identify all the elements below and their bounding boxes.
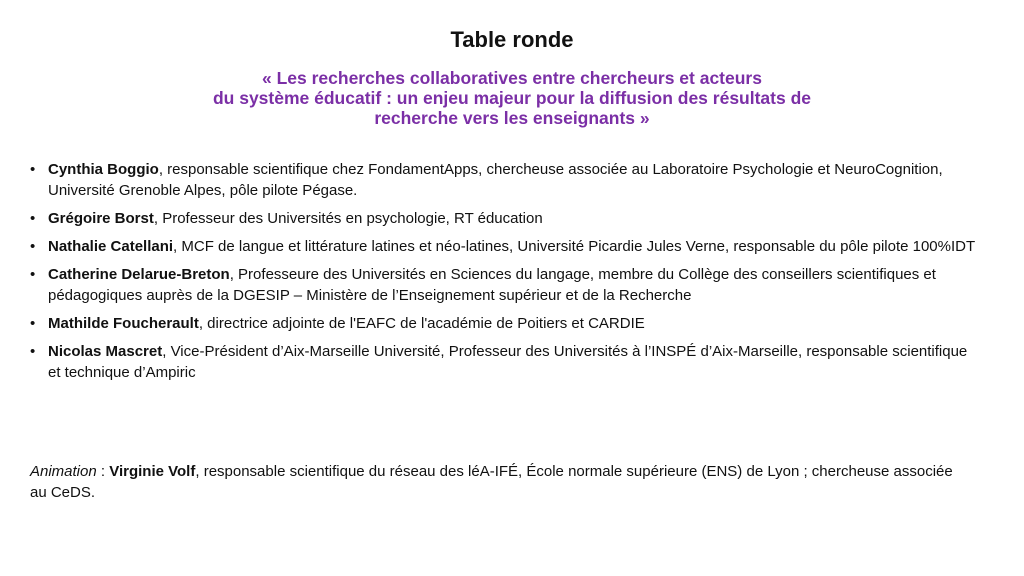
participant-name: Mathilde Foucherault <box>48 315 199 332</box>
page-title: Table ronde <box>450 27 574 52</box>
subtitle <box>160 68 864 128</box>
moderator-paragraph <box>30 461 970 503</box>
moderator-separator: : <box>96 463 110 480</box>
participant-description: , Vice-Président d’Aix-Marseille Université, Professeur des Universités à l’INSPÉ d’Aix-Marseille, responsable scientifique et technique d’Ampiric <box>48 343 968 381</box>
participant-item <box>30 341 980 383</box>
moderator-name: Virginie Volf <box>109 463 196 480</box>
participant-description: , directrice adjointe de l'EAFC de l'académie de Poitiers et CARDIE <box>198 315 645 332</box>
bullet-icon: • <box>30 161 36 178</box>
subtitle-line: « Les recherches collaboratives entre chercheurs et acteurs <box>262 68 762 88</box>
participant-name: Nicolas Mascret <box>48 343 163 360</box>
moderator-description: , responsable scientifique du réseau des léA-IFÉ, École normale supérieure (ENS) de Lyon ; chercheuse associée au CeDS. <box>30 463 953 501</box>
participant-description: , MCF de langue et littérature latines et néo-latines, Université Picardie Jules Verne, responsable du pôle pilote 100%IDT <box>173 238 976 255</box>
participant-item <box>30 159 980 201</box>
subtitle-line: du système éducatif : un enjeu majeur pour la diffusion des résultats de <box>212 88 812 108</box>
participant-description: , Professeur des Universités en psychologie, RT éducation <box>153 210 543 227</box>
participant-item <box>30 236 980 257</box>
moderator-label: Animation <box>30 463 97 480</box>
participant-name: Nathalie Catellani <box>48 238 174 255</box>
participant-list <box>30 159 980 390</box>
bullet-icon: • <box>30 266 36 283</box>
participant-item <box>30 264 980 306</box>
participant-name: Catherine Delarue-Breton <box>48 266 230 283</box>
bullet-icon: • <box>30 315 36 332</box>
participant-item <box>30 313 980 334</box>
bullet-icon: • <box>30 238 36 255</box>
participant-item <box>30 208 980 229</box>
participant-description: , responsable scientifique chez FondamentApps, chercheuse associée au Laboratoire Psychologie et NeuroCognition, Université Grenoble Alpes, pôle pilote Pégase. <box>48 161 943 199</box>
bullet-icon: • <box>30 210 36 227</box>
bullet-icon: • <box>30 343 36 360</box>
participant-description: , Professeure des Universités en Sciences du langage, membre du Collège des conseillers scientifiques et pédagogiques auprès de la DGESIP – Ministère de l’Enseignement supérieur et de la Recherche <box>48 266 936 304</box>
subtitle-line: recherche vers les enseignants » <box>374 108 650 128</box>
participant-name: Cynthia Boggio <box>48 161 159 178</box>
participant-name: Grégoire Borst <box>48 210 154 227</box>
